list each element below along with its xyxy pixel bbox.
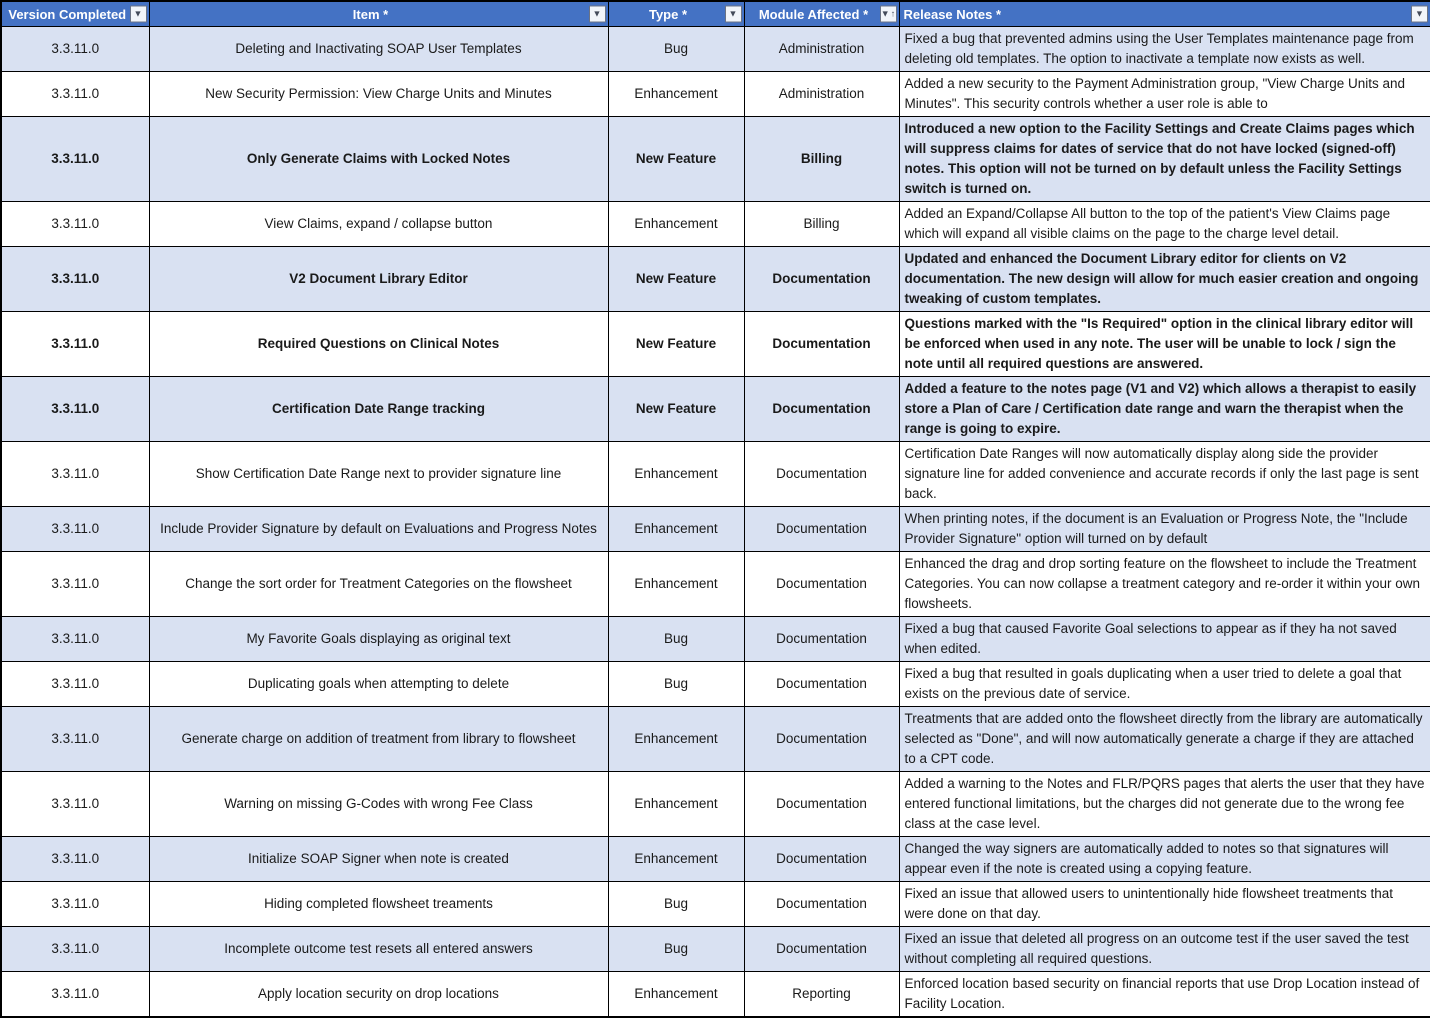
version-cell[interactable]: 3.3.11.0 [1, 247, 149, 312]
type-cell[interactable]: Enhancement [608, 707, 744, 772]
table-row [1, 312, 1430, 377]
item-cell[interactable]: View Claims, expand / collapse button [149, 202, 608, 247]
type-cell[interactable]: Enhancement [608, 507, 744, 552]
table-row [1, 772, 1430, 837]
item-cell[interactable]: My Favorite Goals displaying as original text [149, 617, 608, 662]
module-cell[interactable]: Documentation [744, 247, 899, 312]
version-cell[interactable]: 3.3.11.0 [1, 772, 149, 837]
column-header-label: Item * [352, 6, 389, 22]
type-cell[interactable]: Bug [608, 927, 744, 972]
module-cell[interactable]: Documentation [744, 552, 899, 617]
column-header-version-completed [1, 1, 149, 27]
item-cell[interactable]: Apply location security on drop locations [149, 972, 608, 1018]
item-cell[interactable]: Hiding completed flowsheet treaments [149, 882, 608, 927]
notes-cell[interactable]: Introduced a new option to the Facility Settings and Create Claims pages which will suppress claims for dates of service that do not have locked (signed-off) notes. This option will not be turned on by default unless the Facility Settings switch is turned on. [899, 117, 1430, 202]
type-cell[interactable]: New Feature [608, 312, 744, 377]
header-row [1, 1, 1430, 27]
item-cell[interactable]: Show Certification Date Range next to provider signature line [149, 442, 608, 507]
column-header-label: Release Notes * [903, 6, 1002, 22]
item-cell[interactable]: Change the sort order for Treatment Categories on the flowsheet [149, 552, 608, 617]
module-cell[interactable]: Documentation [744, 312, 899, 377]
type-cell[interactable]: Enhancement [608, 72, 744, 117]
notes-cell[interactable]: Questions marked with the "Is Required" option in the clinical library editor will be enforced when used in any note. The user will be unable to lock / sign the note until all required questions are answered. [899, 312, 1430, 377]
module-cell[interactable]: Documentation [744, 662, 899, 707]
notes-cell[interactable]: Treatments that are added onto the flowsheet directly from the library are automatically selected as "Done", and will now automatically generate a charge if they are attached to a CPT code. [899, 707, 1430, 772]
column-header-type [608, 1, 744, 27]
version-cell[interactable]: 3.3.11.0 [1, 202, 149, 247]
item-cell[interactable]: Duplicating goals when attempting to delete [149, 662, 608, 707]
table-row [1, 662, 1430, 707]
module-cell[interactable]: Documentation [744, 377, 899, 442]
table-row [1, 927, 1430, 972]
version-cell[interactable]: 3.3.11.0 [1, 927, 149, 972]
filter-arrow-icon: ▼ [880, 8, 890, 19]
notes-cell[interactable]: Fixed a bug that caused Favorite Goal selections to appear as if they ha not saved when edited. [899, 617, 1430, 662]
sort-ascending-icon: ↑ [890, 8, 896, 19]
version-cell[interactable]: 3.3.11.0 [1, 972, 149, 1018]
table-row [1, 882, 1430, 927]
module-cell[interactable]: Documentation [744, 507, 899, 552]
item-cell[interactable]: New Security Permission: View Charge Units and Minutes [149, 72, 608, 117]
table-row [1, 117, 1430, 202]
version-cell[interactable]: 3.3.11.0 [1, 312, 149, 377]
type-cell[interactable]: Bug [608, 617, 744, 662]
type-cell[interactable]: Bug [608, 27, 744, 72]
module-cell[interactable]: Documentation [744, 882, 899, 927]
module-cell[interactable]: Documentation [744, 772, 899, 837]
column-header-item [149, 1, 608, 27]
table-body [1, 27, 1430, 1018]
module-cell[interactable]: Documentation [744, 617, 899, 662]
notes-cell[interactable]: Fixed an issue that deleted all progress on an outcome test if the user saved the test without completing all required questions. [899, 927, 1430, 972]
notes-cell[interactable]: Fixed an issue that allowed users to unintentionally hide flowsheet treatments that were done on that day. [899, 882, 1430, 927]
module-cell[interactable]: Administration [744, 72, 899, 117]
notes-cell[interactable]: Enforced location based security on financial reports that use Drop Location instead of Facility Location. [899, 972, 1430, 1018]
version-cell[interactable]: 3.3.11.0 [1, 882, 149, 927]
type-cell[interactable]: New Feature [608, 377, 744, 442]
item-cell[interactable]: Deleting and Inactivating SOAP User Templates [149, 27, 608, 72]
module-cell[interactable]: Documentation [744, 837, 899, 882]
type-cell[interactable]: New Feature [608, 247, 744, 312]
table-row [1, 27, 1430, 72]
type-cell[interactable]: Enhancement [608, 442, 744, 507]
module-cell[interactable]: Reporting [744, 972, 899, 1018]
notes-cell[interactable]: Added a warning to the Notes and FLR/PQRS pages that alerts the user that they have entered functional limitations, but the charges did not generate due to the wrong fee class at the case level. [899, 772, 1430, 837]
table-row [1, 247, 1430, 312]
notes-cell[interactable]: Fixed a bug that resulted in goals duplicating when a user tried to delete a goal that exists on the previous date of service. [899, 662, 1430, 707]
notes-cell[interactable]: Added a feature to the notes page (V1 and V2) which allows a therapist to easily store a Plan of Care / Certification date range and warn the therapist when the range is going to expire. [899, 377, 1430, 442]
column-header-label: Version Completed [8, 6, 127, 22]
module-cell[interactable]: Billing [744, 202, 899, 247]
table-row [1, 707, 1430, 772]
item-cell[interactable]: Certification Date Range tracking [149, 377, 608, 442]
item-cell[interactable]: Include Provider Signature by default on Evaluations and Progress Notes [149, 507, 608, 552]
notes-cell[interactable]: Enhanced the drag and drop sorting feature on the flowsheet to include the Treatment Categories. You can now collapse a treatment category and re-order it within your own flowsheets. [899, 552, 1430, 617]
type-cell[interactable]: Enhancement [608, 552, 744, 617]
module-cell[interactable]: Administration [744, 27, 899, 72]
notes-cell[interactable]: Added an Expand/Collapse All button to the top of the patient's View Claims page which will expand all visible claims on the page to the charge level detail. [899, 202, 1430, 247]
notes-cell[interactable]: Added a new security to the Payment Administration group, "View Charge Units and Minutes". This security controls whether a user role is able to [899, 72, 1430, 117]
filter-arrow-icon: ▼ [133, 8, 143, 19]
version-cell[interactable]: 3.3.11.0 [1, 72, 149, 117]
table-row [1, 972, 1430, 1018]
column-header-module-affected [744, 1, 899, 27]
filter-dropdown-button[interactable] [130, 6, 147, 23]
item-cell[interactable]: Required Questions on Clinical Notes [149, 312, 608, 377]
version-cell[interactable]: 3.3.11.0 [1, 442, 149, 507]
table-row [1, 837, 1430, 882]
notes-cell[interactable]: Certification Date Ranges will now automatically display along side the provider signature line for added convenience and accurate records if only the last page is sent back. [899, 442, 1430, 507]
item-cell[interactable]: Incomplete outcome test resets all entered answers [149, 927, 608, 972]
version-cell[interactable]: 3.3.11.0 [1, 837, 149, 882]
type-cell[interactable]: Bug [608, 882, 744, 927]
item-cell[interactable]: Warning on missing G-Codes with wrong Fee Class [149, 772, 608, 837]
type-cell[interactable]: Enhancement [608, 202, 744, 247]
version-cell[interactable]: 3.3.11.0 [1, 707, 149, 772]
filter-arrow-icon: ▼ [1415, 8, 1424, 19]
type-cell[interactable]: Enhancement [608, 972, 744, 1018]
version-cell[interactable]: 3.3.11.0 [1, 507, 149, 552]
notes-cell[interactable]: When printing notes, if the document is an Evaluation or Progress Note, the "Include Provider Signature" option will turned on by default [899, 507, 1430, 552]
table-row [1, 507, 1430, 552]
filter-dropdown-button[interactable] [725, 6, 742, 23]
module-cell[interactable]: Billing [744, 117, 899, 202]
item-cell[interactable]: V2 Document Library Editor [149, 247, 608, 312]
table-row [1, 442, 1430, 507]
item-cell[interactable]: Only Generate Claims with Locked Notes [149, 117, 608, 202]
type-cell[interactable]: New Feature [608, 117, 744, 202]
type-cell[interactable]: Enhancement [608, 772, 744, 837]
version-cell[interactable]: 3.3.11.0 [1, 617, 149, 662]
filter-dropdown-button[interactable] [1411, 6, 1428, 23]
version-cell[interactable]: 3.3.11.0 [1, 552, 149, 617]
table-row [1, 552, 1430, 617]
column-header-label: Type * [648, 6, 688, 22]
item-cell[interactable]: Generate charge on addition of treatment from library to flowsheet [149, 707, 608, 772]
module-cell[interactable]: Documentation [744, 707, 899, 772]
item-cell[interactable]: Initialize SOAP Signer when note is created [149, 837, 608, 882]
type-cell[interactable]: Bug [608, 662, 744, 707]
filter-sorted-dropdown-button[interactable] [880, 6, 897, 23]
notes-cell[interactable]: Fixed a bug that prevented admins using the User Templates maintenance page from deleting old templates. The option to inactivate a template now exists as well. [899, 27, 1430, 72]
table-row [1, 617, 1430, 662]
filter-arrow-icon: ▼ [728, 8, 738, 19]
filter-dropdown-button[interactable] [589, 6, 606, 23]
notes-cell[interactable]: Changed the way signers are automatically added to notes so that signatures will appear even if the note is created using a copying feature. [899, 837, 1430, 882]
column-header-release-notes [899, 1, 1430, 27]
column-header-label: Module Affected * [758, 6, 869, 22]
module-cell[interactable]: Documentation [744, 927, 899, 972]
table-row [1, 72, 1430, 117]
filter-arrow-icon: ▼ [592, 8, 602, 19]
version-cell[interactable]: 3.3.11.0 [1, 377, 149, 442]
module-cell[interactable]: Documentation [744, 442, 899, 507]
version-cell[interactable]: 3.3.11.0 [1, 662, 149, 707]
table-row [1, 377, 1430, 442]
notes-cell[interactable]: Updated and enhanced the Document Library editor for clients on V2 documentation. The new design will allow for much easier creation and ongoing tweaking of custom templates. [899, 247, 1430, 312]
version-cell[interactable]: 3.3.11.0 [1, 117, 149, 202]
type-cell[interactable]: Enhancement [608, 837, 744, 882]
table-row [1, 202, 1430, 247]
version-cell[interactable]: 3.3.11.0 [1, 27, 149, 72]
